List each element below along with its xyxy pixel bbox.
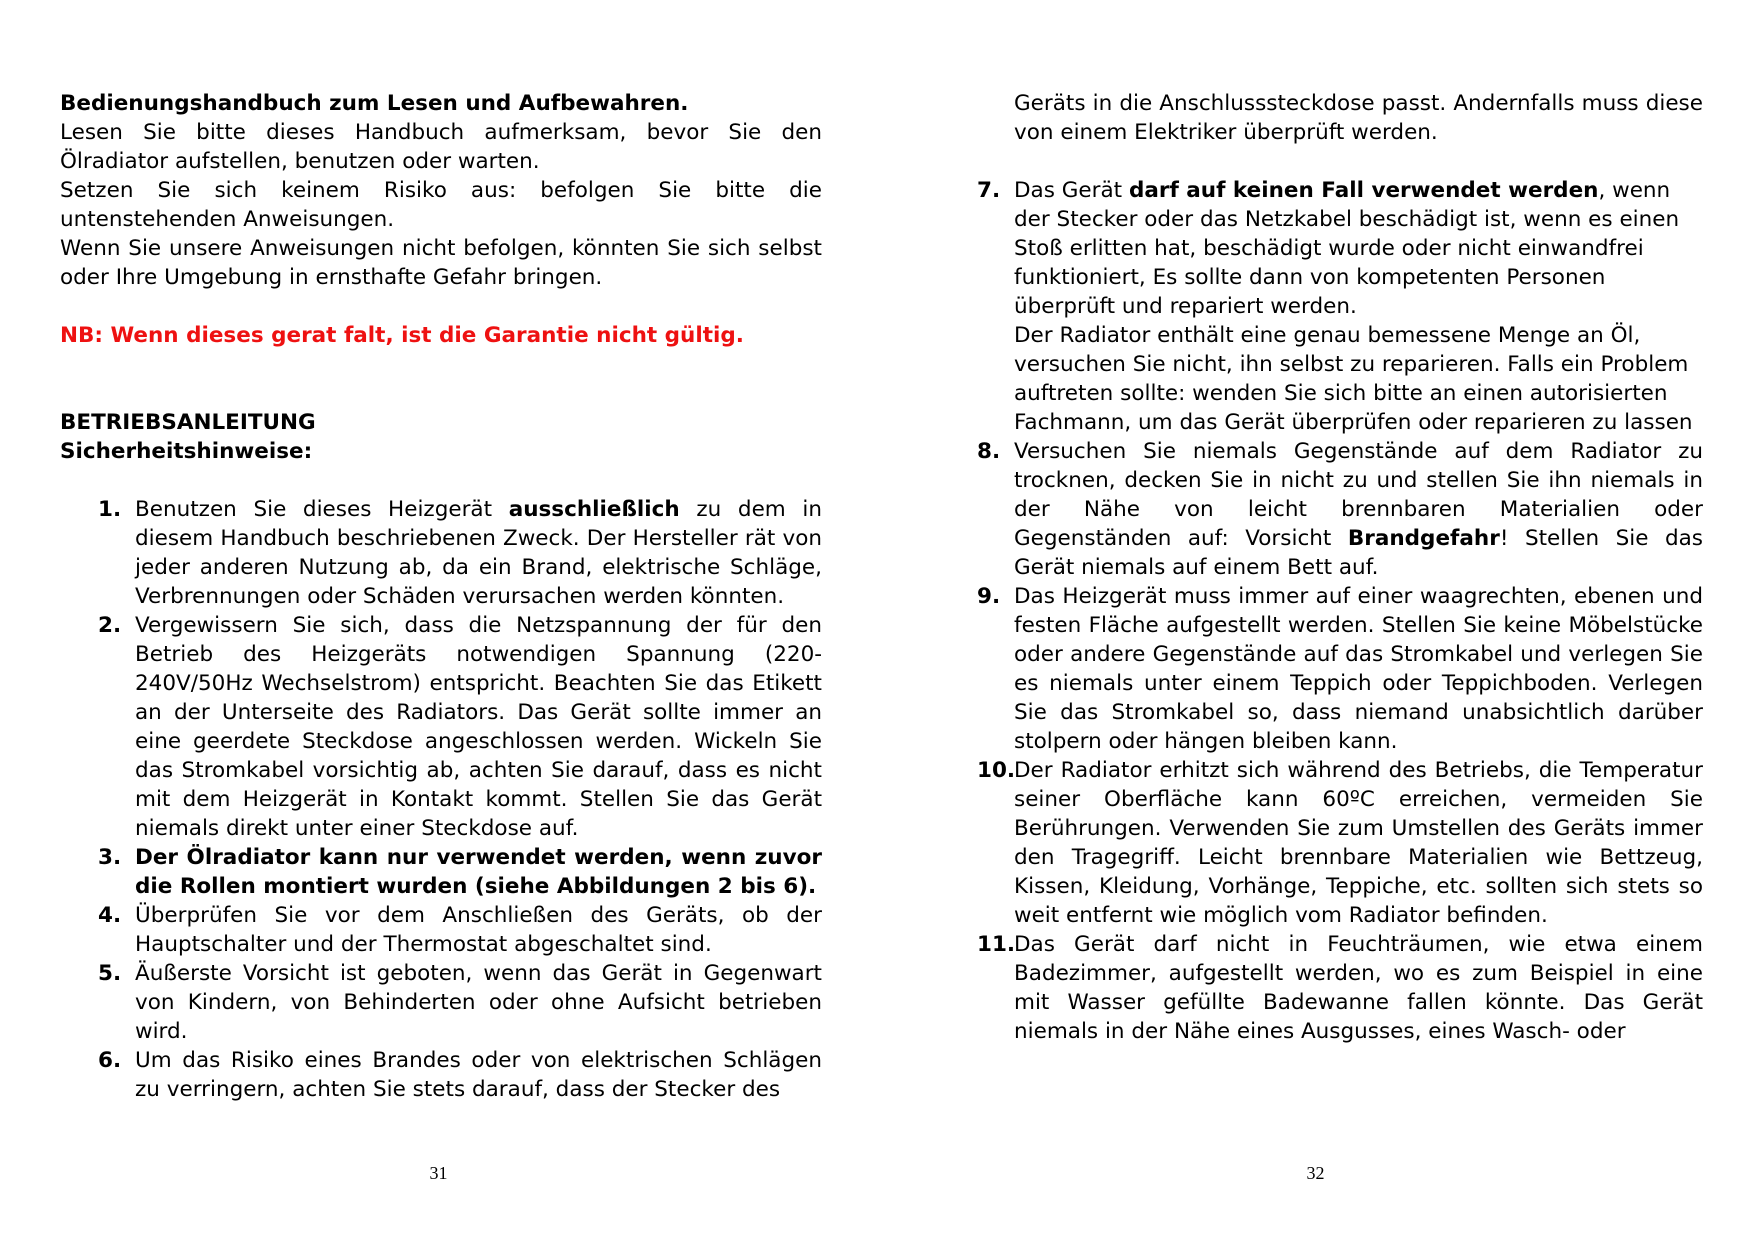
item-text: Benutzen Sie dieses Heizgerät <box>135 497 509 522</box>
item-number: 5. <box>98 961 122 986</box>
item-text: Überprüfen Sie vor dem Anschließen des Geräts, ob der Hauptschalter und der Thermostat abgeschaltet sind. <box>135 903 822 957</box>
item-extra-text: Der Radiator enthält eine genau bemessene Menge an Öl, versuchen Sie nicht, ihn selbst zu reparieren. Falls ein Problem auftreten sollte: wenden Sie sich bitte an einen autorisierten Fachmann, um das Gerät überprüfen oder reparieren zu lassen <box>1014 323 1693 435</box>
item-number: 7. <box>977 178 1001 203</box>
list-item <box>98 495 822 611</box>
item-number: 8. <box>977 439 1001 464</box>
list-item <box>977 437 1703 582</box>
list-item <box>98 843 822 901</box>
item-emphasis: darf auf keinen Fall verwendet werden <box>1128 178 1599 203</box>
intro-paragraph: Setzen Sie sich keinem Risiko aus: befolgen Sie bitte die untenstehenden Anweisungen. <box>60 178 822 232</box>
list-item <box>98 611 822 843</box>
item-number: 2. <box>98 613 122 638</box>
item-text: Äußerste Vorsicht ist geboten, wenn das Gerät in Gegenwart von Kindern, von Behinderten oder ohne Aufsicht betrieben wird. <box>135 961 822 1044</box>
page-number: 31 <box>429 1163 448 1183</box>
item-text: Das Heizgerät muss immer auf einer waagrechten, ebenen und festen Fläche aufgestellt werden. Stellen Sie keine Möbelstücke oder andere Gegenstände auf das Stromkabel und verlegen Sie es niemals unter einem Teppich oder Teppichboden. Verlegen Sie das Stromkabel so, dass niemand unabsichtlich darüber stolpern oder hängen bleiben kann. <box>1014 584 1703 754</box>
safety-list <box>977 176 1703 1046</box>
warrantywarning: NB: Wenn dieses gerat falt, ist die Garantie nicht gültig. <box>60 323 744 348</box>
item-number: 1. <box>98 497 122 522</box>
item-text: Um das Risiko eines Brandes oder von elektrischen Schlägen zu verringern, achten Sie stets darauf, dass der Stecker des <box>135 1048 822 1102</box>
list-item <box>98 959 822 1046</box>
list-item <box>977 176 1703 321</box>
item-text: , wenn der Stecker oder das Netzkabel beschädigt ist, wenn es einen Stoß erlitten hat, beschädigt wurde oder nicht einwandfrei funktioniert, Es sollte dann von kompetenten Personen überprüft und repariert werden. <box>1014 178 1680 319</box>
item-number: 11. <box>977 932 1016 957</box>
page-number: 32 <box>1306 1163 1325 1183</box>
item-text: Versuchen Sie niemals Gegenstände auf dem Radiator zu trocknen, decken Sie in nicht zu und stellen Sie ihn niemals in der Nähe von leicht brennbaren Materialien oder Gegenständen auf: Vorsicht <box>1014 439 1703 551</box>
intro-heading: Bedienungshandbuch zum Lesen und Aufbewahren. <box>60 91 689 116</box>
right-page-content <box>977 89 1703 1046</box>
item-number: 4. <box>98 903 122 928</box>
list-item <box>98 901 822 959</box>
item-text: Vergewissern Sie sich, dass die Netzspannung der für den Betrieb des Heizgeräts notwendigen Spannung (220-240V/50Hz Wechselstrom) entspricht. Beachten Sie das Etikett an der Unterseite des Radiators. Das Gerät sollte immer an eine geerdete Steckdose angeschlossen werden. Wickeln Sie das Stromkabel vorsichtig ab, achten Sie darauf, dass es nicht mit dem Heizgerät in Kontakt kommt. Stellen Sie das Gerät niemals direkt unter einer Steckdose auf. <box>135 613 822 841</box>
item-emphasis: ausschließlich <box>508 497 680 522</box>
right-page <box>877 0 1754 1240</box>
list-item <box>977 930 1703 1046</box>
item-text: Der Ölradiator kann nur verwendet werden, wenn zuvor die Rollen montiert wurden (siehe Abbildungen 2 bis 6). <box>135 845 822 899</box>
intro-paragraph: Lesen Sie bitte dieses Handbuch aufmerksam, bevor Sie den Ölradiator aufstellen, benutzen oder warten. <box>60 120 822 174</box>
continuation-text: Geräts in die Anschlusssteckdose passt. Andernfalls muss diese von einem Elektriker überprüft werden. <box>1014 91 1703 145</box>
item-text: Das Gerät darf nicht in Feuchträumen, wie etwa einem Badezimmer, aufgestellt werden, wo es zum Beispiel in eine mit Wasser gefüllte Badewanne fallen könnte. Das Gerät niemals in der Nähe eines Ausgusses, eines Wasch- oder <box>1014 932 1703 1044</box>
section-subheading: Sicherheitshinweise: <box>60 439 313 464</box>
list-item <box>98 1046 822 1104</box>
section-heading: BETRIEBSANLEITUNG <box>60 410 316 435</box>
item-text: zu dem in diesem Handbuch beschriebenen Zweck. Der Hersteller rät von jeder anderen Nutzung ab, da ein Brand, elektrische Schläge, Verbrennungen oder Schäden verursachen werden könnten. <box>135 497 822 609</box>
item-number: 6. <box>98 1048 122 1073</box>
item-number: 3. <box>98 845 122 870</box>
item-text: Der Radiator erhitzt sich während des Betriebs, die Temperatur seiner Oberfläche kann 60ºC erreichen, vermeiden Sie Berührungen. Verwenden Sie zum Umstellen des Geräts immer den Tragegriff. Leicht brennbare Materialien wie Bettzeug, Kissen, Kleidung, Vorhänge, Teppiche, etc. sollten sich stets so weit entfernt wie möglich vom Radiator befinden. <box>1014 758 1703 928</box>
intro-paragraph: Wenn Sie unsere Anweisungen nicht befolgen, könnten Sie sich selbst oder Ihre Umgebung in ernsthafte Gefahr bringen. <box>60 236 822 290</box>
item-number: 10. <box>977 758 1016 783</box>
left-page <box>0 0 877 1240</box>
list-item <box>977 756 1703 930</box>
item-text: ! Stellen Sie das Gerät niemals auf einem Bett auf. <box>1014 526 1703 580</box>
list-item <box>977 582 1703 756</box>
item-number: 9. <box>977 584 1001 609</box>
left-page-content <box>60 89 822 1104</box>
item-text: Das Gerät <box>1014 178 1129 203</box>
item-emphasis: Brandgefahr <box>1347 526 1500 551</box>
safety-list <box>98 495 822 1104</box>
